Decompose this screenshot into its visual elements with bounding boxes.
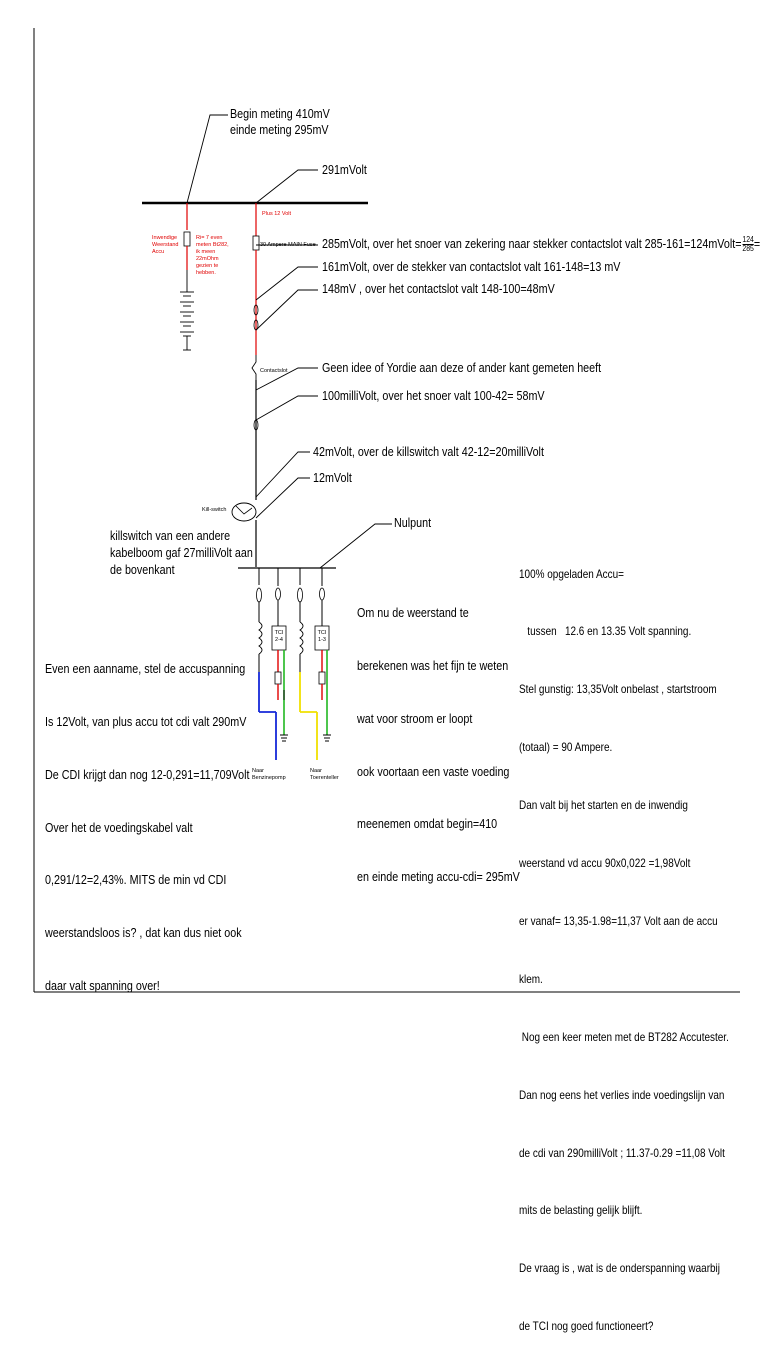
begin-meting-annotation: Begin meting 410mV einde meting 295mV: [230, 107, 330, 137]
leader-lines: [187, 115, 392, 568]
internal-resistance-symbol: [184, 232, 190, 246]
geen-idee-annotation: Geen idee of Yordie aan deze of ander kant gemeten heeft: [322, 361, 602, 375]
branch-benzinepomp: [257, 568, 277, 760]
main-wire: [232, 203, 259, 567]
coil-symbol-left: [259, 622, 262, 654]
tci-left-label: TCI 2-4: [274, 630, 284, 643]
nulpunt-annotation: Nulpunt: [394, 516, 432, 530]
m285-annotation: 285mVolt, over het snoer van zekering naar stekker contactslot valt 285-161=124mVolt= $\frac{124}{285}$ =: [322, 235, 761, 254]
main-fuse-label: 30 Ampere MAIN Fuse: [260, 242, 316, 248]
m291-annotation: 291mVolt: [322, 163, 367, 177]
m148-annotation: 148mV , over het contactslot valt 148-100=48mV: [322, 282, 555, 296]
coil-symbol-right: [300, 622, 303, 654]
battery-branch: [180, 203, 194, 350]
m12-annotation: 12mVolt: [313, 471, 352, 485]
m161-annotation: 161mVolt, over de stekker van contactslot valt 161-148=13 mV: [322, 260, 621, 274]
battery-cells-symbol: [180, 270, 194, 350]
m42-annotation: 42mVolt, over de killswitch valt 42-12=20milliVolt: [313, 445, 544, 459]
contactslot-switch-symbol: [252, 355, 256, 380]
m100-annotation: 100milliVolt, over het snoer valt 100-42= 58mV: [322, 389, 545, 403]
branch-toerenteller: [298, 568, 318, 760]
internal-resistance-label: Inwendige Weerstand Accu: [152, 235, 179, 255]
plus12-label: Plus 12 Volt: [262, 211, 292, 217]
killswitch-symbol: [232, 503, 256, 521]
middle-paragraph: Om nu de weerstand te berekenen was het fijn te weten wat voor stroom er loopt ook voortaan een vaste voeding meenemen omdat begin=410 en einde meting accu-cdi= 295mV: [357, 606, 520, 885]
branch-tci-2-4: [272, 568, 288, 741]
left-paragraph: Even een aanname, stel de accuspanning Is 12Volt, van plus accu tot cdi valt 290mV De CDI krijgt dan nog 12-0,291=11,709Volt Over het de voedingskabel valt 0,291/12=2,43%. MITS de min vd CDI weerstandsloos is? , dat kan dus niet ook daar valt spanning over!: [45, 662, 250, 993]
naar-toerenteller-label: Naar Toerenteller: [310, 768, 339, 781]
ri-note-label: Ri= 7 even meten Bt282, ik meen 22mOhm gezien te hebben.: [196, 235, 229, 276]
right-paragraph: 100% opgeladen Accu= tussen 12.6 en 13.35 Volt spanning. Stel gunstig: 13,35Volt onbelast , startstroom (totaal) = 90 Ampere. Dan valt bij het starten en de inwendig weerstand vd accu 90x0,022 =1,98Volt er vanaf= 13,35-1.98=11,37 Volt aan de accu klem. Nog een keer meten met de BT282 Accutester. Dan nog eens het verlies inde voedingslijn van de cdi van 290milliVolt ; 11.37-0.29 =11,08 Volt mits de belasting gelijk blijft. De vraag is , wat is de onderspanning waarbij de TCI nog goed functioneert?: [519, 566, 729, 1334]
contactslot-label: Contactslot: [260, 368, 288, 374]
naar-benzinepomp-label: Naar Benzinepomp: [252, 768, 286, 781]
killswitch-other-note: killswitch van een andere kabelboom gaf 27milliVolt aan de bovenkant: [110, 529, 253, 577]
killswitch-label: Kill-switch: [202, 507, 227, 513]
tci-right-label: TCI 1-3: [317, 630, 327, 643]
main-fuse-symbol: [253, 236, 259, 250]
